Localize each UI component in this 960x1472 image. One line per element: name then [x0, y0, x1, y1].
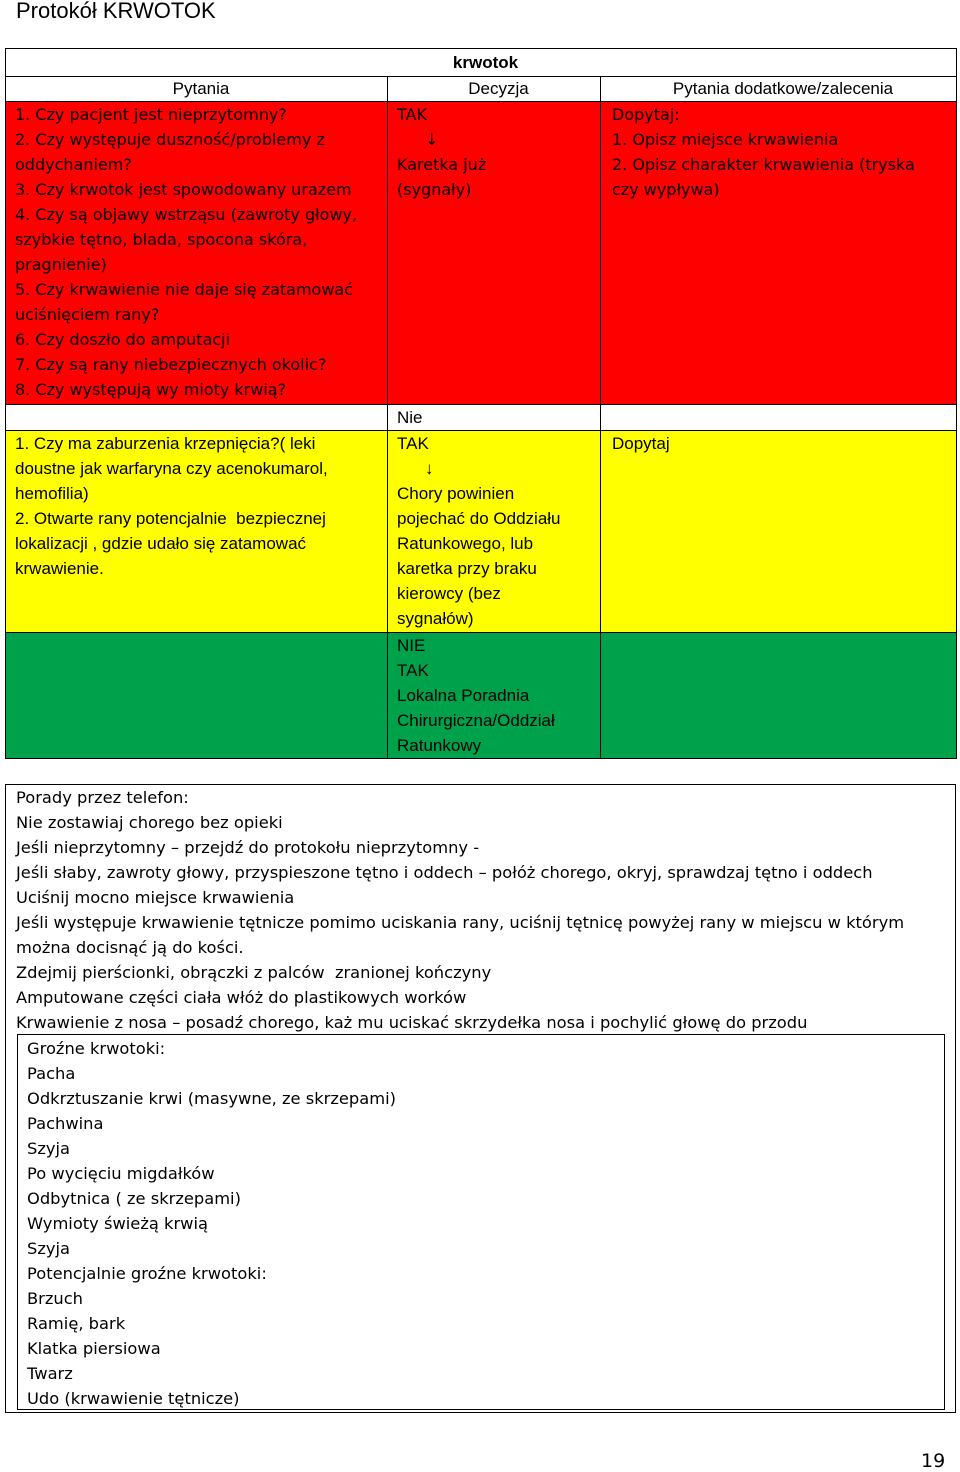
red-question-line: 3. Czy krwotok jest spowodowany urazem: [15, 180, 352, 199]
protocol-table: [5, 48, 957, 759]
yellow-decision-line: sygnałów): [397, 609, 474, 628]
green-row: [6, 633, 957, 759]
red-question-line: pragnienie): [15, 255, 107, 274]
yellow-decision: [388, 431, 601, 633]
red-question-line: 8. Czy występują wy mioty krwią?: [15, 380, 287, 399]
yellow-decision-line: TAK: [397, 434, 429, 453]
column-header-extra: Pytania dodatkowe/zalecenia: [601, 77, 957, 102]
dangerous-bleeding-box: [17, 1034, 945, 1410]
advice-line: Jeśli słaby, zawroty głowy, przyspieszone tętno i oddech – połóż chorego, okryj, sprawdzaj tętno i oddech: [16, 863, 873, 882]
red-question-line: uciśnięciem rany?: [15, 305, 160, 324]
advice-line: Porady przez telefon:: [16, 788, 189, 807]
yellow-extra: [601, 431, 957, 633]
box-line: Brzuch: [27, 1289, 83, 1308]
box-line: Twarz: [27, 1364, 73, 1383]
arrow-down-icon: ↓: [425, 459, 434, 478]
advice-text: [16, 785, 946, 1035]
advice-line: Jeśli występuje krwawienie tętnicze pomimo uciskania rany, uciśnij tętnicę powyżej rany w miejscu w którym: [16, 913, 905, 932]
column-header-decision: Decyzja: [388, 77, 601, 102]
red-extra-line: 2. Opisz charakter krwawienia (tryska: [612, 155, 915, 174]
box-line: Pachwina: [27, 1114, 104, 1133]
green-decision-line: NIE: [397, 636, 426, 655]
box-line: Szyja: [27, 1239, 71, 1258]
red-decision: [388, 102, 601, 405]
yellow-decision-line: Chory powinien: [397, 484, 515, 503]
box-line: Klatka piersiowa: [27, 1339, 161, 1358]
box-line: Pacha: [27, 1064, 76, 1083]
yellow-question-line: 1. Czy ma zaburzenia krzepnięcia?( leki: [15, 434, 316, 453]
box-line: Odbytnica ( ze skrzepami): [27, 1189, 241, 1208]
advice-line: Amputowane części ciała włóż do plastikowych worków: [16, 988, 467, 1007]
green-decision-line: Lokalna Poradnia: [397, 686, 530, 705]
box-line: Odkrztuszanie krwi (masywne, ze skrzepami): [27, 1089, 396, 1108]
advice-line: Nie zostawiaj chorego bez opieki: [16, 813, 283, 832]
yellow-question-line: lokalizacji , gdzie udało się zatamować: [15, 534, 307, 553]
red-row: [6, 102, 957, 405]
yellow-decision-line: karetka przy braku: [397, 559, 537, 578]
yellow-extra-line: Dopytaj: [612, 434, 670, 453]
white-decision: Nie: [388, 405, 601, 431]
advice-line: można docisnąć ją do kości.: [16, 938, 244, 957]
red-question-line: 6. Czy doszło do amputacji: [15, 330, 231, 349]
advice-line: Uciśnij mocno miejsce krwawienia: [16, 888, 295, 907]
yellow-decision-line: pojechać do Oddziału: [397, 509, 561, 528]
box-line: Potencjalnie groźne krwotoki:: [27, 1264, 267, 1283]
red-question-line: oddychaniem?: [15, 155, 132, 174]
box-line: Groźne krwotoki:: [27, 1039, 166, 1058]
red-decision-line: (sygnały): [397, 180, 472, 199]
yellow-question-line: hemofilia): [15, 484, 89, 503]
green-decision-line: TAK: [397, 661, 429, 680]
green-questions: [6, 633, 388, 759]
advice-line: Jeśli nieprzytomny – przejdź do protokołu nieprzytomny -: [16, 838, 480, 857]
yellow-question-line: doustne jak warfaryna czy acenokumarol,: [15, 459, 328, 478]
green-decision-line: Chirurgiczna/Oddział: [397, 711, 555, 730]
green-decision-line: Ratunkowy: [397, 736, 482, 755]
yellow-questions: [6, 431, 388, 633]
page-title: Protokół KRWOTOK: [16, 0, 216, 23]
yellow-decision-line: kierowcy (bez: [397, 584, 501, 603]
white-questions: [6, 405, 388, 431]
advice-line: Zdejmij pierścionki, obrączki z palców zranionej kończyny: [16, 963, 492, 982]
red-questions: [6, 102, 388, 405]
yellow-question-line: 2. Otwarte rany potencjalnie bezpiecznej: [15, 509, 326, 528]
red-extra: [601, 102, 957, 405]
red-extra-line: czy wypływa): [612, 180, 720, 199]
yellow-question-line: krwawienie.: [15, 559, 104, 578]
box-line: Szyja: [27, 1139, 71, 1158]
red-question-line: szybkie tętno, blada, spocona skóra,: [15, 230, 308, 249]
red-extra-line: Dopytaj:: [612, 105, 680, 124]
box-text: [27, 1036, 396, 1411]
red-question-line: 7. Czy są rany niebezpiecznych okolic?: [15, 355, 327, 374]
box-line: Wymioty świeżą krwią: [27, 1214, 208, 1233]
green-decision: [388, 633, 601, 759]
white-extra: [601, 405, 957, 431]
red-question-line: 1. Czy pacjent jest nieprzytomny?: [15, 105, 287, 124]
yellow-decision-line: Ratunkowego, lub: [397, 534, 534, 553]
red-question-line: 2. Czy występuje duszność/problemy z: [15, 130, 325, 149]
white-row: [6, 405, 957, 431]
column-header-questions: Pytania: [6, 77, 388, 102]
box-line: Po wycięciu migdałków: [27, 1164, 215, 1183]
red-decision-line: TAK: [397, 105, 427, 124]
green-extra: [601, 633, 957, 759]
box-line: Udo (krwawienie tętnicze): [27, 1389, 240, 1408]
red-question-line: 5. Czy krwawienie nie daje się zatamować: [15, 280, 354, 299]
red-question-line: 4. Czy są objawy wstrząsu (zawroty głowy,: [15, 205, 358, 224]
advice-line: Krwawienie z nosa – posadź chorego, każ mu uciskać skrzydełka nosa i pochylić głowę do przodu: [16, 1013, 808, 1032]
box-line: Ramię, bark: [27, 1314, 126, 1333]
red-extra-line: 1. Opisz miejsce krwawienia: [612, 130, 839, 149]
arrow-down-icon: ↓: [425, 130, 439, 149]
red-decision-line: Karetka już: [397, 155, 487, 174]
page-number: 19: [921, 1450, 946, 1472]
yellow-row: [6, 431, 957, 633]
table-title: krwotok: [6, 49, 957, 77]
